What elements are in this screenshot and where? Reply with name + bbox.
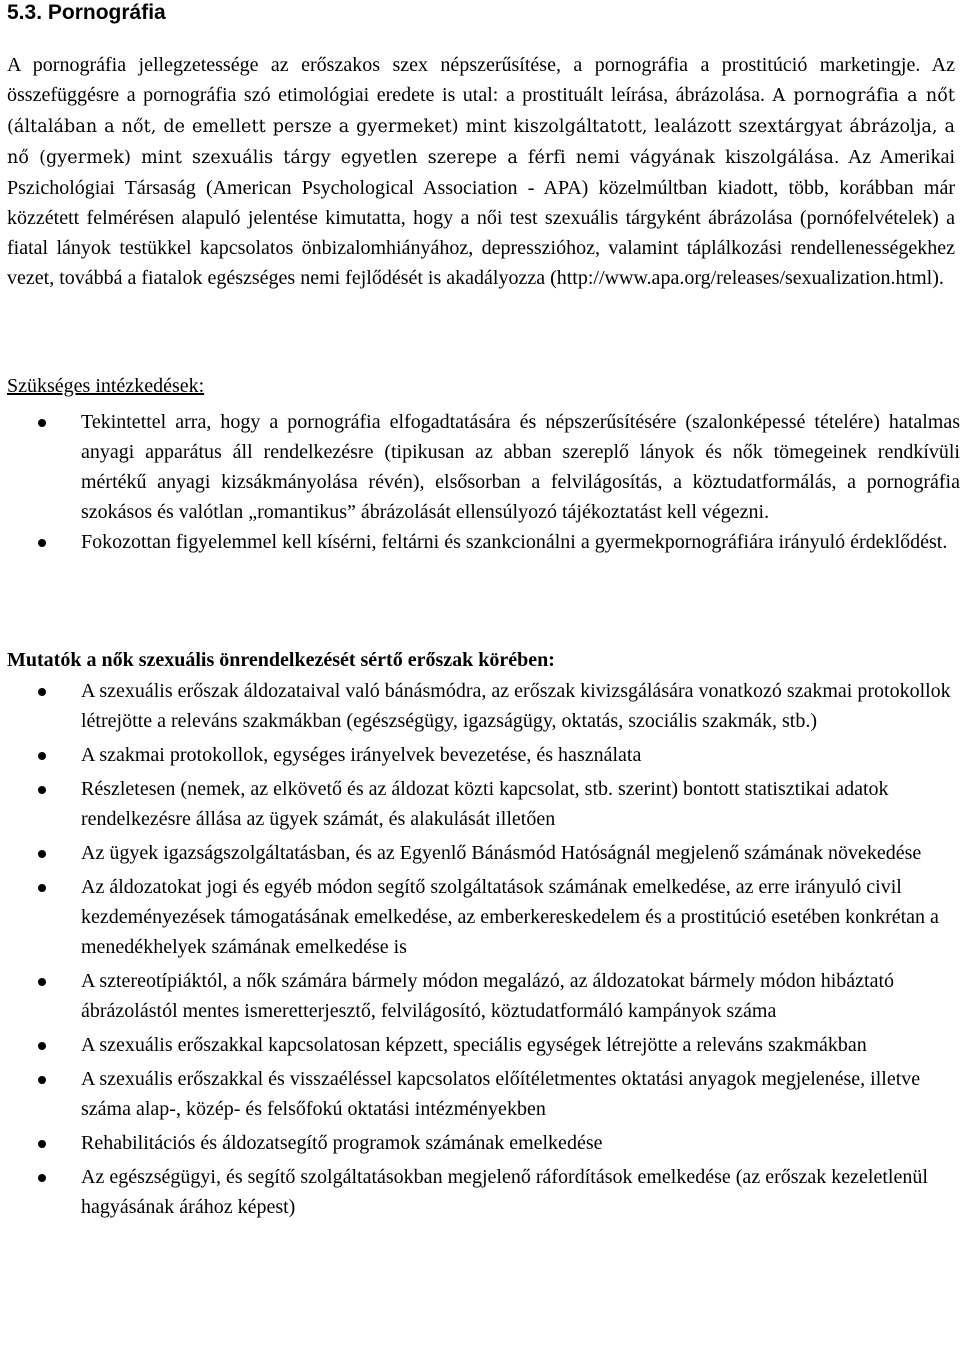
intro-text-part-1: A pornográfia jellegzetessége az erőszakos szex népszerűsítése, a pornográfia a prostitúció marketingje. Az összefüggésre a pornográfia szó etimológiai eredete is utal: a prostituált leírása, ábrázolása. [7, 54, 955, 106]
bullet-icon [38, 978, 46, 986]
bullet-icon [38, 688, 46, 696]
indicators-heading: Mutatók a nők szexuális önrendelkezését sértő erőszak körében: [7, 649, 555, 671]
list-item [0, 1162, 960, 1222]
bullet-icon [38, 786, 46, 794]
list-item [0, 1128, 960, 1158]
list-item-text: Részletesen (nemek, az elkövető és az áldozat közti kapcsolat, stb. szerint) bontott statisztikai adatok rendelkezésre állása az ügyek számát, és alakulását illetően [81, 778, 889, 830]
list-item-text: Fokozottan figyelemmel kell kísérni, feltárni és szankcionálni a gyermekpornográfiára irányuló érdeklődést. [81, 531, 948, 553]
list-item-text: A szexuális erőszakkal és visszaéléssel kapcsolatos előítéletmentes oktatási anyagok megjelenése, illetve száma alap-, közép- és felsőfokú oktatási intézményekben [81, 1068, 921, 1120]
intro-text-part-3: Az Amerikai Pszichológiai Társaság (American Psychological Association - APA) közelmúltban kiadott, több, korábban már közzétett felmérésen alapuló jelentése kimutatta, hogy a női test szexuális tárgyként ábrázolása (pornófelvételek) a fiatal lányok testükkel kapcsolatos önbizalomhiányához, depresszióhoz, valamint táplálkozási rendellenességekhez vezet, továbbá a fiatalok egészséges nemi fejlődését is akadályozza (http://www.apa.org/releases/sexualization.html). [7, 146, 955, 289]
bullet-icon [38, 884, 46, 892]
bullet-icon [38, 539, 46, 547]
bullet-icon [38, 1076, 46, 1084]
list-item-text: A szexuális erőszak áldozataival való bánásmódra, az erőszak kivizsgálására vonatkozó szakmai protokollok létrejötte a releváns szakmákban (egészségügy, igazságügy, oktatás, szociális szakmák, stb.) [81, 680, 951, 732]
list-item [0, 774, 960, 834]
list-item-text: Az áldozatokat jogi és egyéb módon segítő szolgáltatások számának emelkedése, az erre irányuló civil kezdeményezések támogatásának emelkedése, az emberkereskedelem és a prostitúció esetében konkrétan a menedékhelyek számának emelkedése is [81, 876, 939, 958]
bullet-icon [38, 1140, 46, 1148]
list-item-text: Rehabilitációs és áldozatsegítő programok számának emelkedése [81, 1132, 603, 1154]
list-item [0, 676, 960, 736]
intro-text-part-2: A pornográfia a nőt (általában a nőt, de emellett persze a gyermeket) mint kiszolgáltatott, lealázott szextárgyat ábrázolja, a nő (gyermek) mint szexuális tárgy egyetlen szerepe a férfi nemi vágyának kiszolgálása. [7, 86, 955, 168]
list-item-text: Tekintettel arra, hogy a pornográfia elfogadtatására és népszerűsítésére (szalonképessé tételére) hatalmas anyagi apparátus áll rendelkezésre (tipikusan az abban szereplő lányok és nők tömegeinek rendkívüli mértékű anyagi kizsákmányolása révén), elsősorban a felvilágosítás, a köztudatformálás, a pornográfia szokásos és valótlan „romantikus” ábrázolását ellensúlyozó tájékoztatást kell végezni. [81, 411, 960, 523]
bullet-icon [38, 850, 46, 858]
list-item [0, 740, 960, 770]
list-item [0, 966, 960, 1026]
list-item-text: Az ügyek igazságszolgáltatásban, és az Egyenlő Bánásmód Hatóságnál megjelenő számának növekedése [81, 842, 922, 864]
bullet-icon [38, 419, 46, 427]
list-item [0, 838, 960, 868]
list-item [0, 407, 960, 527]
list-item [0, 1064, 960, 1124]
list-item-text: A sztereotípiáktól, a nők számára bármely módon megalázó, az áldozatokat bármely módon hibáztató ábrázolástól mentes ismeretterjesztő, felvilágosító, köztudatformáló kampányok száma [81, 970, 895, 1022]
section-heading: 5.3. Pornográfia [7, 1, 166, 24]
indicators-list [0, 676, 960, 1226]
list-item-text: Az egészségügyi, és segítő szolgáltatásokban megjelenő ráfordítások emelkedése (az erőszak kezeletlenül hagyásának árához képest) [81, 1166, 928, 1218]
list-item-text: A szakmai protokollok, egységes irányelvek bevezetése, és használata [81, 744, 642, 766]
list-item [0, 527, 960, 557]
measures-list [0, 407, 960, 557]
list-item-text: A szexuális erőszakkal kapcsolatosan képzett, speciális egységek létrejötte a releváns szakmákban [81, 1034, 867, 1056]
measures-heading: Szükséges intézkedések: [7, 375, 205, 397]
list-item [0, 1030, 960, 1060]
bullet-icon [38, 1042, 46, 1050]
intro-paragraph [7, 50, 955, 293]
bullet-icon [38, 752, 46, 760]
list-item [0, 872, 960, 962]
bullet-icon [38, 1174, 46, 1182]
